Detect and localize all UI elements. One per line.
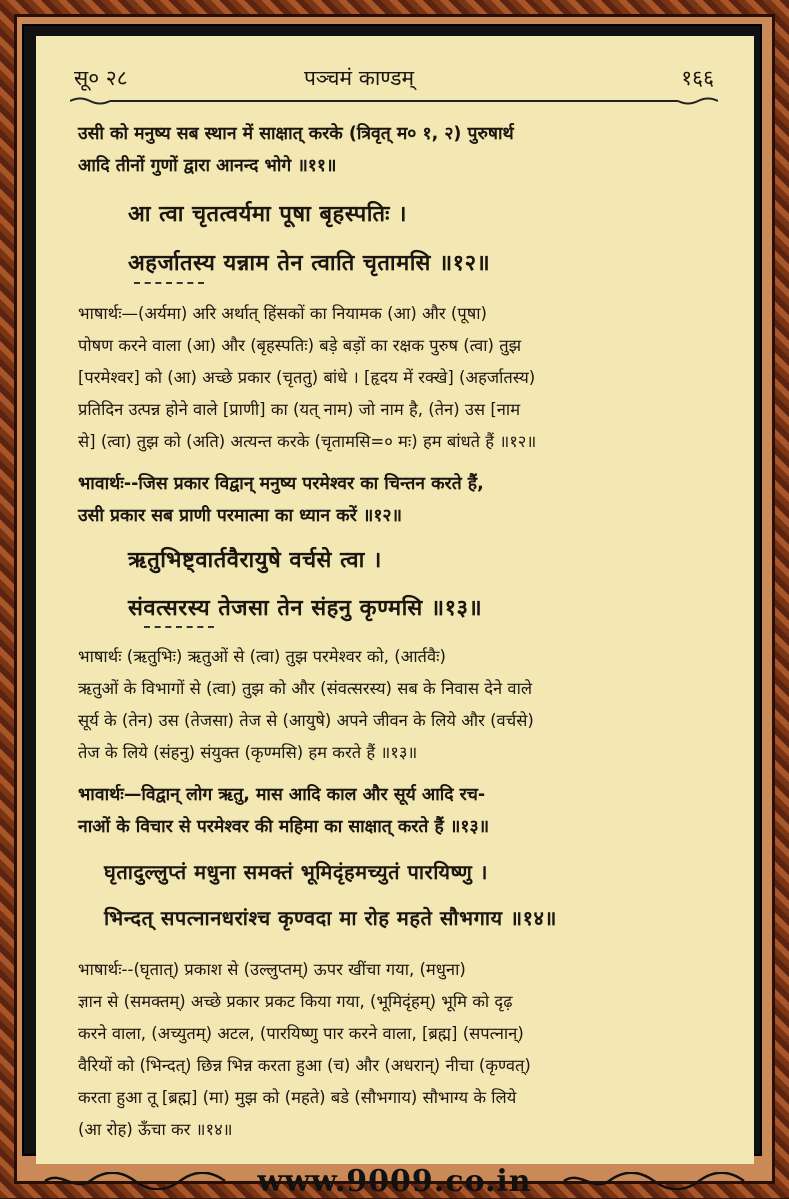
accent-mark	[134, 282, 204, 286]
mantra-13-line-1: ऋतुभिष्ट्वार्तवैरायुषे वर्चसे त्वा ।	[128, 544, 382, 574]
intro-line-2: आदि तीनों गुणों द्वारा आनन्द भोगे ॥११॥	[78, 150, 718, 182]
intro-line-1: उसी को मनुष्य सब स्थान में साक्षात् करके (त्रिवृत् म० १, २) पुरुषार्थ	[78, 118, 718, 150]
bhashartha-12-line-3: [परमेश्वर] को (आ) अच्छे प्रकार (चृततु) बांधे । [हृदय में रक्खे] (अहर्जातस्य)	[78, 362, 718, 394]
bhashartha-14-line-2: ज्ञान से (समक्तम्) अच्छे प्रकार प्रकट किया गया, (भूमिदृंहम्) भूमि को दृढ़	[78, 986, 718, 1018]
bhashartha-12-line-5: से] (त्वा) तुझ को (अति) अत्यन्त करके (चृतामसि=० मः) हम बांधते हैं ॥१२॥	[78, 426, 718, 458]
scanned-page	[36, 36, 754, 1164]
sukta-number: सू० २८	[74, 64, 128, 92]
website-watermark: www.9009.co.in	[0, 1164, 789, 1199]
bhashartha-12-line-1: भाषार्थः—(अर्यमा) अरि अर्थात् हिंसकों का नियामक (आ) और (पूषा)	[78, 298, 718, 330]
mantra-13-line-2: संवत्सरस्य तेजसा तेन संहनु कृण्मसि ॥१३॥	[128, 592, 482, 622]
kanda-title: पञ्चमं काण्डम्	[304, 64, 414, 92]
bhavartha-13-line-1: भावार्थः—विद्वान् लोग ऋतु, मास आदि काल और सूर्य आदि रच-	[78, 779, 718, 811]
bhashartha-14-line-6: (आ रोह) ऊँचा कर ॥१४॥	[78, 1114, 718, 1146]
accent-mark	[144, 626, 214, 630]
bhashartha-12-line-2: पोषण करने वाला (आ) और (बृहस्पतिः) बड़े बड़ों का रक्षक पुरुष (त्वा) तुझ	[78, 330, 718, 362]
mantra-14-line-1: घृतादुल्लुप्तं मधुना समक्तं भूमिदृंहमच्युतं पारयिष्णु ।	[104, 858, 488, 885]
header-rule	[70, 96, 718, 106]
bhashartha-13-line-4: तेज के लिये (संहनु) संयुक्त (कृण्मसि) हम करते हैं ॥१३॥	[78, 737, 718, 769]
bhashartha-14-line-4: वैरियों को (भिन्दत्) छिन्न भिन्न करता हुआ (च) और (अधरान्) नीचा (कृण्वत्)	[78, 1050, 718, 1082]
bhavartha-12-line-2: उसी प्रकार सब प्राणी परमात्मा का ध्यान करें ॥१२॥	[78, 500, 718, 532]
mantra-14-line-2: भिन्दत् सपत्नानधरांश्च कृण्वदा मा रोह महते सौभगाय ॥१४॥	[104, 904, 557, 931]
page-number: १६६	[681, 64, 714, 92]
bhashartha-14-line-3: करने वाला, (अच्युतम्) अटल, (पारयिष्णु पार करने वाला, [ब्रह्म] (सपत्नान्)	[78, 1018, 718, 1050]
bhavartha-12-line-1: भावार्थः--जिस प्रकार विद्वान् मनुष्य परमेश्वर का चिन्तन करते हैं,	[78, 468, 718, 500]
bhashartha-13-line-2: ऋतुओं के विभागों से (त्वा) तुझ को और (संवत्सरस्य) सब के निवास देने वाले	[78, 673, 718, 705]
mantra-12-line-1: आ त्वा चृतत्वर्यमा पूषा बृहस्पतिः ।	[128, 198, 407, 228]
mantra-12-line-2: अहर्जातस्य यन्नाम तेन त्वाति चृतामसि ॥१२॥	[128, 247, 490, 277]
bhashartha-14-line-5: करता हुआ तू [ब्रह्म] (मा) मुझ को (महते) बडे (सौभगाय) सौभाग्य के लिये	[78, 1082, 718, 1114]
bhashartha-13-line-3: सूर्य के (तेन) उस (तेजसा) तेज से (आयुषे) अपने जीवन के लिये और (वर्चसे)	[78, 705, 718, 737]
bhashartha-14-line-1: भाषार्थः--(घृतात्) प्रकाश से (उल्लुप्तम्) ऊपर खींचा गया, (मधुना)	[78, 954, 718, 986]
bhashartha-13-line-1: भाषार्थः (ऋतुभिः) ऋतुओं से (त्वा) तुझ परमेश्वर को, (आर्तवैः)	[78, 641, 718, 673]
bhashartha-12-line-4: प्रतिदिन उत्पन्न होने वाले [प्राणी] का (यत् नाम) जो नाम है, (तेन) उस [नाम	[78, 394, 718, 426]
bhavartha-13-line-2: नाओं के विचार से परमेश्वर की महिमा का साक्षात् करते हैं ॥१३॥	[78, 811, 718, 843]
